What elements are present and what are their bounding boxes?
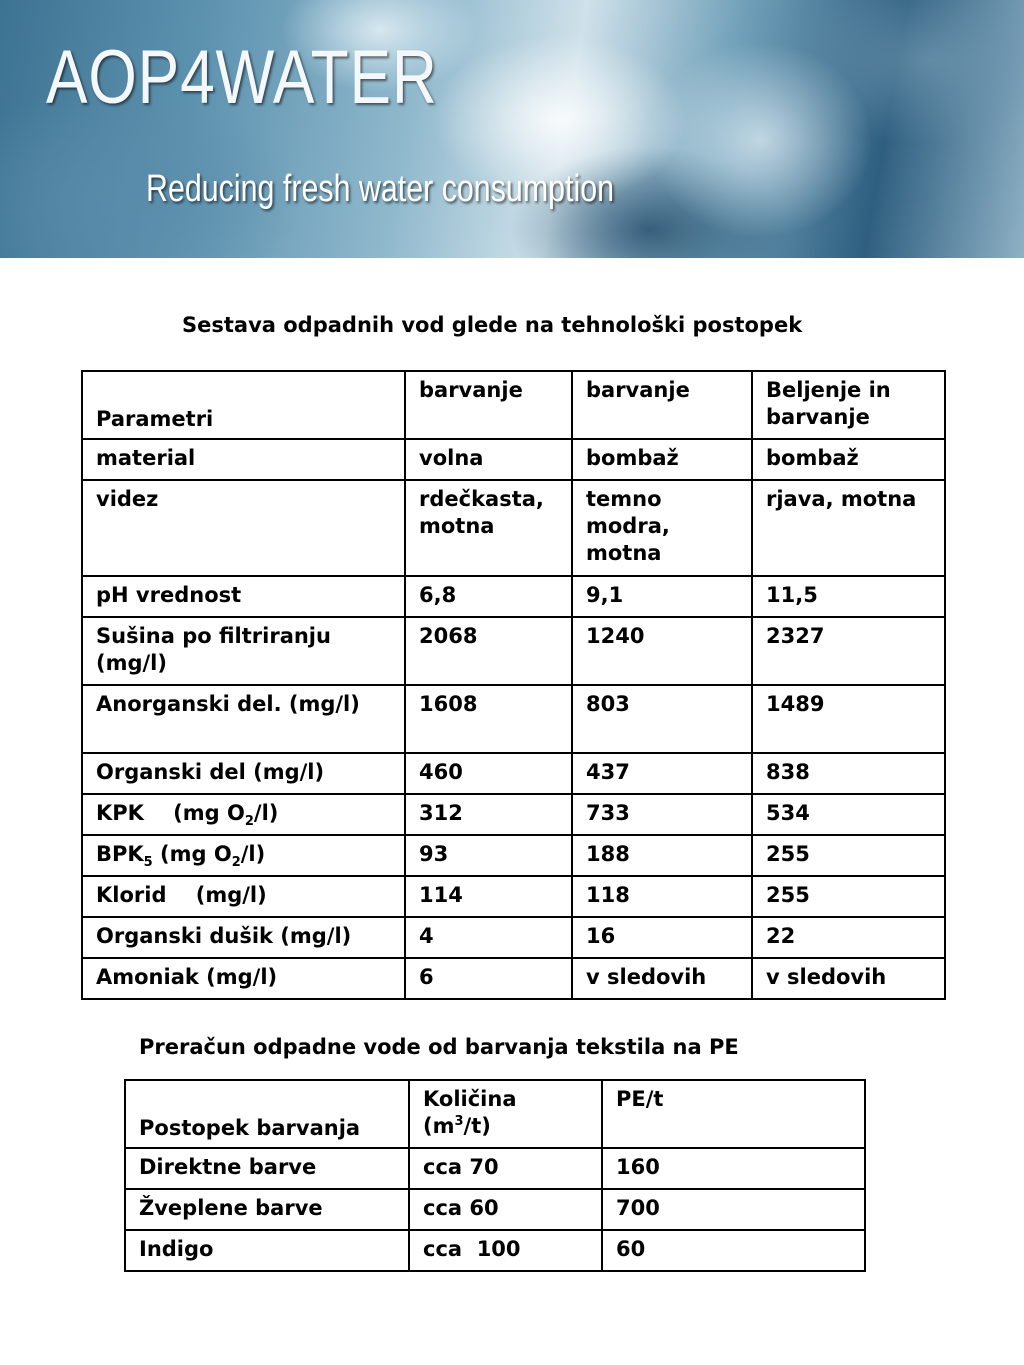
- value-cell: volna: [405, 439, 572, 480]
- table-row: [82, 917, 945, 958]
- table-row: [125, 1148, 865, 1189]
- value-cell: v sledovih: [572, 958, 752, 999]
- subscript: 5: [143, 855, 153, 871]
- param-cell: Anorganski del. (mg/l): [82, 685, 405, 753]
- value-cell: 255: [752, 835, 945, 876]
- table-row: [82, 835, 945, 876]
- value-cell: v sledovih: [752, 958, 945, 999]
- value-cell: 733: [572, 794, 752, 835]
- param-cell: [82, 835, 405, 876]
- quantity-cell: cca 60: [409, 1189, 602, 1230]
- header-cell: Beljenje in barvanje: [752, 371, 945, 439]
- value-cell: 838: [752, 753, 945, 794]
- table-row: [82, 439, 945, 480]
- table-header-row: [125, 1080, 865, 1148]
- table-row: [125, 1189, 865, 1230]
- table-row: [82, 876, 945, 917]
- value-cell: 6,8: [405, 576, 572, 617]
- banner-title: AOP4WATER: [46, 35, 438, 120]
- process-cell: Indigo: [125, 1230, 409, 1271]
- value-cell: 22: [752, 917, 945, 958]
- table2-caption: Preračun odpadne vode od barvanja tekstila na PE: [139, 1035, 739, 1059]
- value-cell: 437: [572, 753, 752, 794]
- param-cell: Sušina po filtriranju (mg/l): [82, 617, 405, 685]
- header-text: Količina (m: [423, 1087, 517, 1138]
- superscript: 3: [454, 1114, 464, 1129]
- value-cell: 534: [752, 794, 945, 835]
- param-cell: material: [82, 439, 405, 480]
- header-cell: Parametri: [82, 371, 405, 439]
- table-row: [82, 753, 945, 794]
- pe-table: [124, 1079, 866, 1272]
- param-cell: pH vrednost: [82, 576, 405, 617]
- value-cell: 1489: [752, 685, 945, 753]
- value-cell: 312: [405, 794, 572, 835]
- subscript: 2: [231, 855, 241, 871]
- param-text: KPK (mg O: [96, 801, 245, 825]
- header-cell: Postopek barvanja: [125, 1080, 409, 1148]
- header-banner: [0, 0, 1024, 258]
- value-cell: 6: [405, 958, 572, 999]
- process-cell: Direktne barve: [125, 1148, 409, 1189]
- table-row: [82, 685, 945, 753]
- pe-cell: 160: [602, 1148, 865, 1189]
- param-text: BPK: [96, 842, 144, 866]
- value-cell: 93: [405, 835, 572, 876]
- table-row: [82, 480, 945, 576]
- table-header-row: [82, 371, 945, 439]
- subscript: 2: [244, 814, 254, 830]
- param-text: /l): [240, 842, 266, 866]
- param-text: /l): [253, 801, 279, 825]
- value-cell: 255: [752, 876, 945, 917]
- composition-table: [81, 370, 946, 1000]
- value-cell: bombaž: [752, 439, 945, 480]
- value-cell: 114: [405, 876, 572, 917]
- process-cell: Žveplene barve: [125, 1189, 409, 1230]
- value-cell: 188: [572, 835, 752, 876]
- value-cell: 2327: [752, 617, 945, 685]
- table1-caption: Sestava odpadnih vod glede na tehnološki postopek: [182, 313, 803, 337]
- quantity-cell: cca 100: [409, 1230, 602, 1271]
- value-cell: rdečkasta, motna: [405, 480, 572, 576]
- value-cell: rjava, motna: [752, 480, 945, 576]
- banner-subtitle: Reducing fresh water consumption: [146, 168, 615, 210]
- value-cell: temno modra, motna: [572, 480, 752, 576]
- header-cell: PE/t: [602, 1080, 865, 1148]
- table-row: [82, 576, 945, 617]
- pe-cell: 700: [602, 1189, 865, 1230]
- table-row: [82, 958, 945, 999]
- param-cell: Klorid (mg/l): [82, 876, 405, 917]
- value-cell: 16: [572, 917, 752, 958]
- value-cell: 118: [572, 876, 752, 917]
- param-text: (mg O: [152, 842, 232, 866]
- header-cell: barvanje: [572, 371, 752, 439]
- param-cell: Organski dušik (mg/l): [82, 917, 405, 958]
- param-cell: Amoniak (mg/l): [82, 958, 405, 999]
- pe-cell: 60: [602, 1230, 865, 1271]
- header-cell: [409, 1080, 602, 1148]
- header-cell: barvanje: [405, 371, 572, 439]
- table-row: [82, 794, 945, 835]
- value-cell: 1608: [405, 685, 572, 753]
- value-cell: 460: [405, 753, 572, 794]
- value-cell: 2068: [405, 617, 572, 685]
- header-text: /t): [463, 1114, 491, 1138]
- value-cell: 9,1: [572, 576, 752, 617]
- value-cell: 4: [405, 917, 572, 958]
- param-cell: [82, 794, 405, 835]
- table-row: [82, 617, 945, 685]
- value-cell: bombaž: [572, 439, 752, 480]
- value-cell: 1240: [572, 617, 752, 685]
- param-cell: videz: [82, 480, 405, 576]
- table-row: [125, 1230, 865, 1271]
- value-cell: 11,5: [752, 576, 945, 617]
- value-cell: 803: [572, 685, 752, 753]
- quantity-cell: cca 70: [409, 1148, 602, 1189]
- param-cell: Organski del (mg/l): [82, 753, 405, 794]
